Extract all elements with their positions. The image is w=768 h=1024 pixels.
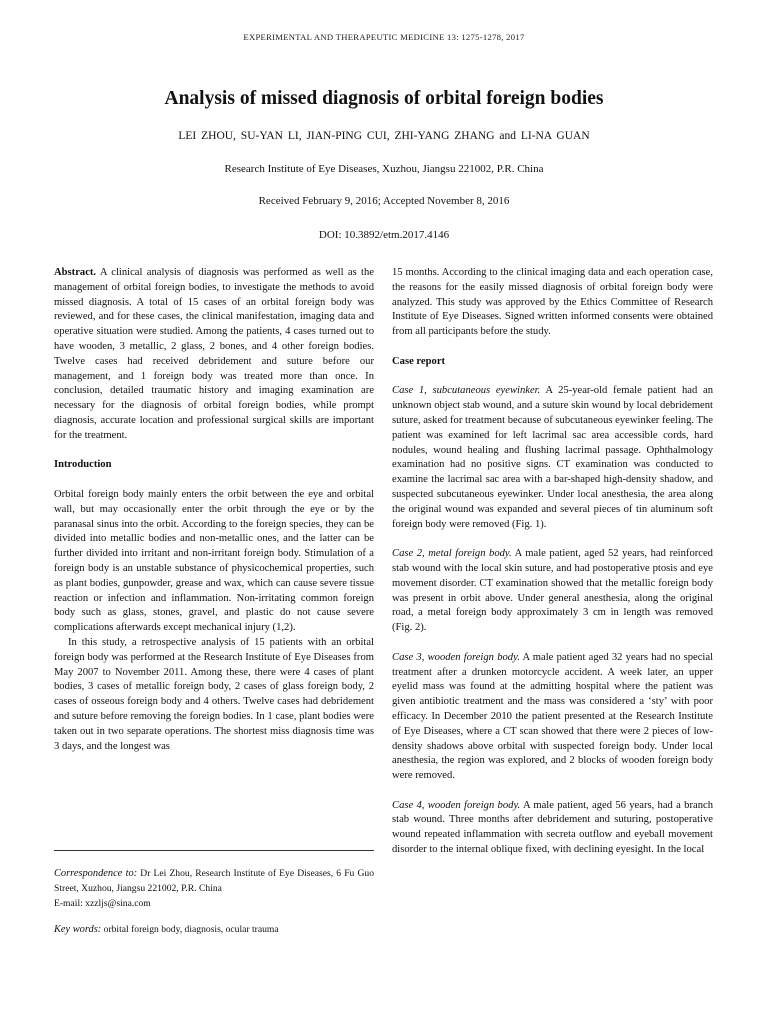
affiliation: Research Institute of Eye Diseases, Xuzhou, Jiangsu 221002, P.R. China (224, 163, 544, 175)
article-title: Analysis of missed diagnosis of orbital foreign bodies (164, 88, 604, 109)
case-2-text: A male patient, aged 52 years, had reinforced stab wound with the local skin suture, and had postoperative ptosis and eye movement disorder. CT examination showed that the metallic foreign body was present in orbit above. Under general anesthesia, along the original road, a metal foreign body approximately 3 cm in length was removed (Fig. 2). (392, 548, 713, 634)
case-4-paragraph (392, 799, 713, 858)
keywords-line (54, 922, 374, 937)
case-3-title: Case 3, wooden foreign body. (392, 651, 520, 663)
abstract-text: A clinical analysis of diagnosis was performed as well as the management of orbital foreign bodies, to investigate the methods to avoid missed diagnosis. A total of 15 cases of an orbital foreign body was reviewed, and for these cases, the clinical manifestation, imaging data and operative situation were studied. Among the patients, 4 cases turned out to have wooden, 3 metallic, 2 glass, 2 bones, and 4 other foreign bodies. Twelve cases had received debridement and suture before our management, and 1 foreign body was treated more than once. In conclusion, detailed traumatic history and imaging examination are necessary for the diagnosis of orbital foreign bodies, while prompt diagnosis, accurate location and professional surgical skills are important for the treatment. (54, 267, 374, 441)
right-column (392, 266, 713, 971)
case-2-title: Case 2, metal foreign body. (392, 548, 512, 560)
introduction-paragraph-1: Orbital foreign body mainly enters the orbit between the eye and orbital wall, but may occasionally enter the orbit through the eye or by the paranasal sinus into the orbit. According to the foreign species, they can be divided into metallic bodies and non-metallic ones, and the latter can be further divided into irritant and non-irritant foreign body. Stimulation of a foreign body is an unstable substance of physicochemical properties, such as plant bodies, gunpowder, grease and wax, which can cause severe tissue reaction or infection and inflammation. Non-irritating common foreign body such as glass, stones, gravel, and plastic do not cause severe complications afterwards except mechanical injury (1,2). (54, 488, 374, 634)
abstract-label: Abstract. (54, 267, 97, 278)
author-list: LEI ZHOU, SU-YAN LI, JIAN-PING CUI, ZHI-YANG ZHANG and LI-NA GUAN (178, 130, 590, 142)
email-line: E-mail: xzzljs@sina.com (54, 898, 151, 909)
methods-continuation-paragraph: 15 months. According to the clinical imaging data and each operation case, the reasons for the easily missed diagnosis of orbital foreign body were analyzed. This study was approved by the Ethics Committee of Research Institute of Eye Diseases. Signed written informed consents were obtained from all participants before the study. (392, 267, 713, 338)
case-1-title: Case 1, subcutaneous eyewinker. (392, 385, 541, 397)
case-2-paragraph (392, 547, 713, 636)
keywords-label: Key words: (54, 924, 102, 935)
introduction-heading: Introduction (54, 459, 112, 471)
correspondence-label: Correspondence to: (54, 868, 138, 879)
received-accepted-dates: Received February 9, 2016; Accepted November 8, 2016 (258, 195, 510, 207)
case-1-paragraph (392, 384, 713, 532)
running-head: EXPERIMENTAL AND THERAPEUTIC MEDICINE 13: 1275-1278, 2017 (243, 32, 525, 42)
correspondence-line (54, 866, 374, 896)
correspondence-text: Dr Lei Zhou, Research Institute of Eye Diseases, 6 Fu Guo Street, Xuzhou, Jiangsu 221002, P.R. China (54, 868, 374, 894)
case-3-paragraph (392, 651, 713, 784)
doi: DOI: 10.3892/etm.2017.4146 (318, 229, 450, 241)
left-column (54, 266, 374, 826)
case-report-heading: Case report (392, 355, 446, 367)
case-3-text: A male patient aged 32 years had no special treatment after a drunken motorcycle accident. A week later, an upper eyelid mass was found at the admitting hospital where the patient was given antibiotic treatment and the mass was considered a ‘sty’ with poor efficacy. In December 2010 the patient presented at the Research Institute of Eye Diseases, where a CT scan showed that there were 2 pieces of low-density shadows above orbital with suspected foreign body. Under local anesthesia, the region was explored, and 2 blocks of wooden foreign body were removed. (392, 651, 713, 782)
case-1-text: A 25-year-old female patient had an unknown object stab wound, and a suture skin wound by local debridement suture, asked for treatment because of subcutaneous eyewinker feeling. The patient was examined for left lacrimal sac area accessible cords, hard nodules, wound healing and flushing lacrimal passage. Ophthalmology examination had no positive signs. CT examination was conducted to examine the lacrimal sac area with a bar-shaped high-density shadow, and suspected subcutaneous eyewinker. Under local anesthesia, the area along the original wound was expanded and several pieces of tin aluminum soft foreign body were removed (Fig. 1). (392, 385, 713, 530)
case-4-text: A male patient, aged 56 years, had a branch stab wound. Three months after debridement and suturing, postoperative wound repeated inflammation with secreta outflow and eyeball movement disorder to the internal oblique fixed, with declining eyesight. In the local (392, 799, 713, 856)
case-4-title: Case 4, wooden foreign body. (392, 799, 521, 811)
introduction-paragraph-2: In this study, a retrospective analysis of 15 patients with an orbital foreign body was performed at the Research Institute of Eye Diseases from May 2007 to November 2011. Among these, there were 4 cases of plant bodies, 3 cases of metallic foreign body, 2 cases of glass foreign body, 2 cases of osseous foreign body and 4 others. Twelve cases had debridement and suture before removing the foreign bodies. In 1 case, plant bodies were taken out in two separate operations. The shortest miss diagnosis time was 3 days, and the longest was (54, 636, 374, 752)
abstract-paragraph (54, 266, 374, 444)
keywords-text: orbital foreign body, diagnosis, ocular trauma (101, 924, 279, 935)
correspondence-footnote (54, 866, 374, 911)
footnote-divider (54, 850, 374, 851)
